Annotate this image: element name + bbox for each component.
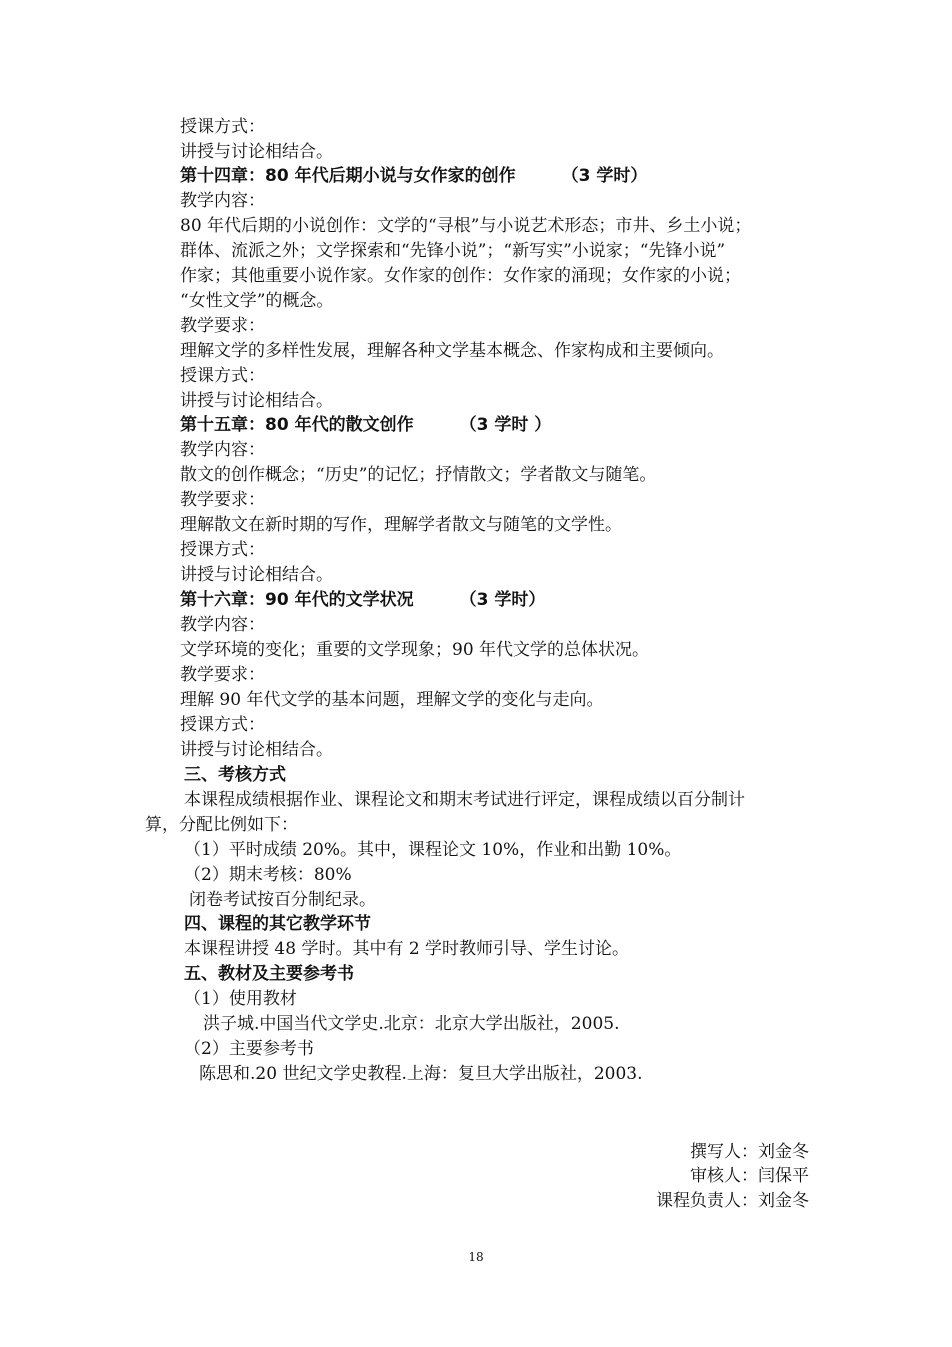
ch15-content-line: 散文的创作概念；“历史”的记忆；抒情散文；学者散文与随笔。: [180, 465, 657, 485]
textbook-entry: 洪子城.中国当代文学史.北京：北京大学出版社，2005.: [203, 1014, 620, 1034]
chapter-15-heading: [180, 413, 551, 438]
assessment-item-1: （1）平时成绩 20%。其中，课程论文 10%，作业和出勤 10%。: [184, 840, 682, 860]
chapter-15-title: 第十五章：80 年代的散文创作: [180, 415, 414, 435]
ch16-method-label: 授课方式：: [180, 715, 265, 735]
chapter-14-hours: （3 学时）: [561, 166, 648, 186]
assessment-paragraph-cont: 算，分配比例如下：: [145, 815, 298, 835]
ch15-method-text: 讲授与讨论相结合。: [180, 565, 333, 585]
teaching-method-text: 讲授与讨论相结合。: [180, 142, 333, 162]
reviewer-signature: 审核人：闫保平: [690, 1166, 809, 1186]
ch14-requirement-text: 理解文学的多样性发展，理解各种文学基本概念、作家构成和主要倾向。: [180, 341, 724, 361]
ch14-content-line: 作家；其他重要小说作家。女作家的创作：女作家的涌现；女作家的小说；: [180, 266, 741, 286]
reference-entry: 陈思和.20 世纪文学史教程.上海：复旦大学出版社，2003.: [199, 1064, 643, 1084]
ch15-requirement-label: 教学要求：: [180, 490, 265, 510]
ch14-content-line: 80 年代后期的小说创作：文学的“寻根”与小说艺术形态；市井、乡土小说；: [180, 216, 752, 236]
ch14-method-text: 讲授与讨论相结合。: [180, 391, 333, 411]
chapter-16-heading: [180, 588, 545, 613]
writer-signature: 撰写人：刘金冬: [690, 1142, 809, 1162]
ch15-method-label: 授课方式：: [180, 540, 265, 560]
ch15-content-label: 教学内容：: [180, 440, 265, 460]
ch16-requirement-label: 教学要求：: [180, 665, 265, 685]
ch16-content-label: 教学内容：: [180, 615, 265, 635]
teaching-method-label: 授课方式：: [180, 117, 265, 137]
ch14-content-line: “女性文学”的概念。: [180, 291, 334, 311]
ch14-content-label: 教学内容：: [180, 191, 265, 211]
chapter-14-heading: [180, 164, 647, 189]
ch14-method-label: 授课方式：: [180, 366, 265, 386]
assessment-paragraph: 本课程成绩根据作业、课程论文和期末考试进行评定，课程成绩以百分制计: [184, 790, 745, 810]
ch16-requirement-text: 理解 90 年代文学的基本问题，理解文学的变化与走向。: [180, 690, 604, 710]
ch15-requirement-text: 理解散文在新时期的写作，理解学者散文与随笔的文学性。: [180, 515, 622, 535]
page-number: 18: [468, 1250, 484, 1264]
textbook-subheading: （1）使用教材: [184, 989, 297, 1009]
reference-subheading: （2）主要参考书: [184, 1039, 314, 1059]
ch14-requirement-label: 教学要求：: [180, 316, 265, 336]
chapter-16-hours: （3 学时）: [459, 590, 546, 610]
section-4-heading: 四、课程的其它教学环节: [184, 914, 371, 934]
section-3-heading: 三、考核方式: [184, 765, 286, 785]
assessment-item-3: 闭卷考试按百分制纪录。: [189, 890, 376, 910]
course-owner-signature: 课程负责人：刘金冬: [656, 1191, 809, 1211]
chapter-16-title: 第十六章：90 年代的文学状况: [180, 590, 414, 610]
section-5-heading: 五、教材及主要参考书: [184, 964, 354, 984]
section-4-text: 本课程讲授 48 学时。其中有 2 学时教师引导、学生讨论。: [184, 939, 630, 959]
chapter-15-hours: （3 学时 ）: [459, 415, 552, 435]
ch14-content-line: 群体、流派之外；文学探索和“先锋小说”；“新写实”小说家；“先锋小说”: [180, 241, 726, 261]
chapter-14-title: 第十四章：80 年代后期小说与女作家的创作: [180, 166, 516, 186]
ch16-method-text: 讲授与讨论相结合。: [180, 740, 333, 760]
assessment-item-2: （2）期末考核：80%: [184, 865, 352, 885]
ch16-content-line: 文学环境的变化；重要的文学现象；90 年代文学的总体状况。: [180, 640, 650, 660]
